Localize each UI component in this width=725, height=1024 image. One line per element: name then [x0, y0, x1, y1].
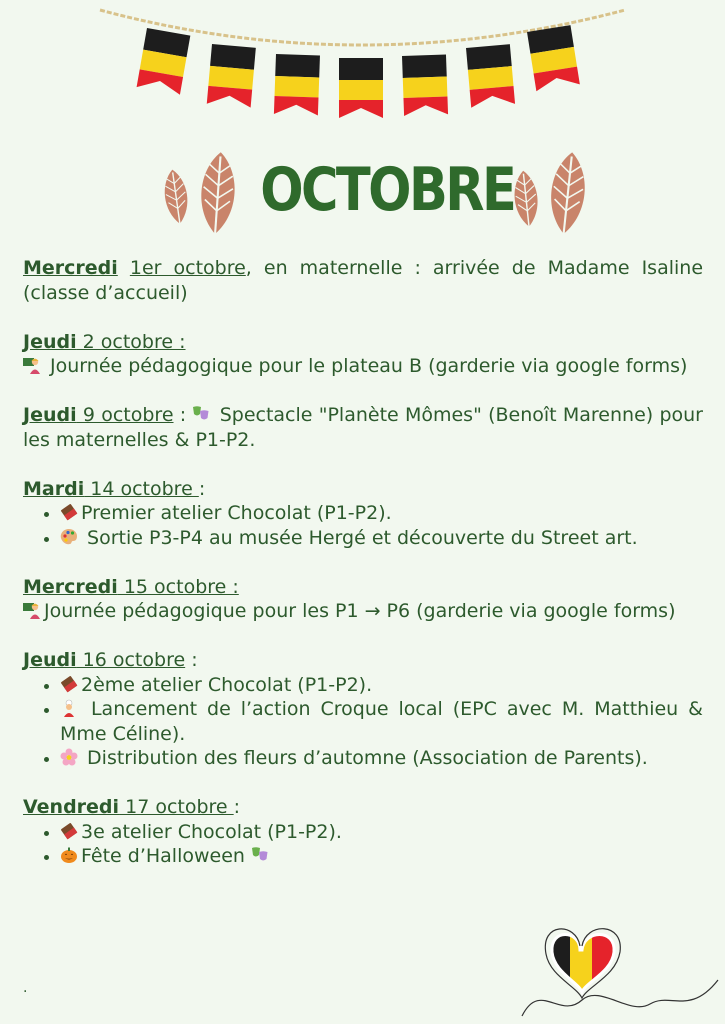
belgian-heart-decoration — [520, 920, 720, 1020]
cook-icon — [60, 698, 81, 720]
flag-2 — [207, 44, 256, 108]
event-bullet-list — [23, 820, 703, 869]
flag-4 — [339, 58, 383, 118]
event-heading — [23, 648, 703, 673]
event-text: : — [233, 796, 241, 818]
flag-5 — [402, 54, 448, 115]
belgian-flag-garland — [0, 0, 725, 130]
list-item — [60, 697, 703, 746]
event-detail — [23, 599, 703, 624]
event-block — [23, 256, 703, 305]
list-item — [60, 844, 703, 869]
list-item — [60, 673, 703, 698]
event-day: Mercredi — [23, 257, 118, 279]
chocolate-icon — [60, 821, 81, 843]
list-item-text: Sortie P3-P4 au musée Hergé et découverte du Street art. — [81, 526, 638, 549]
leaf-icon — [512, 170, 541, 231]
chocolate-icon — [60, 674, 81, 696]
leaf-icon — [547, 151, 589, 238]
event-day: Vendredi — [23, 796, 120, 818]
list-item-text: 2ème atelier Chocolat (P1-P2). — [81, 673, 373, 696]
event-paragraph — [23, 256, 703, 305]
event-paragraph — [23, 403, 703, 452]
palette-icon — [60, 527, 81, 549]
event-detail-text: Journée pédagogique pour les P1 → P6 (garderie via google forms) — [44, 600, 676, 622]
event-heading — [23, 795, 703, 820]
event-day: Jeudi — [23, 649, 77, 671]
event-heading — [23, 477, 703, 502]
event-bullet-list — [23, 501, 703, 550]
event-block — [23, 648, 703, 771]
flag-7 — [527, 25, 580, 91]
event-date: 15 octobre : — [117, 575, 239, 598]
event-block — [23, 575, 703, 624]
trailing-dot: . — [23, 980, 28, 996]
event-text: , en maternelle : arrivée de Madame Isaline (classe d’accueil) — [23, 257, 704, 304]
event-date: 17 octobre — [119, 796, 234, 818]
list-item-text: Lancement de l’action Croque local (EPC avec M. Matthieu & Mme Céline). — [60, 698, 703, 745]
list-item — [60, 820, 703, 845]
list-item-text: 3e atelier Chocolat (P1-P2). — [81, 820, 342, 843]
teacher-icon — [23, 600, 44, 622]
flag-6 — [466, 44, 515, 108]
theater-masks-icon — [251, 845, 272, 867]
event-block — [23, 795, 703, 869]
event-day: Mercredi — [23, 575, 118, 598]
event-text: Spectacle "Planète Mômes" (Benoît Marenne) pour les maternelles & P1-P2. — [23, 404, 703, 451]
pumpkin-icon — [60, 845, 81, 867]
event-day: Jeudi — [23, 330, 77, 353]
flag-3 — [274, 54, 320, 115]
theater-masks-icon — [192, 404, 213, 426]
event-detail — [23, 354, 703, 379]
event-block — [23, 330, 703, 379]
event-detail-text: Journée pédagogique pour le plateau B (garderie via google forms) — [44, 355, 688, 377]
event-text: : — [185, 649, 198, 671]
list-item — [60, 526, 703, 551]
list-item-text: Premier atelier Chocolat (P1-P2). — [81, 502, 392, 524]
event-date: 9 octobre — [76, 404, 174, 426]
leaf-icon — [161, 168, 191, 228]
event-heading — [23, 575, 703, 600]
page-title: OCTOBRE — [260, 155, 515, 225]
event-day: Mardi — [23, 477, 85, 500]
list-item — [60, 501, 703, 526]
event-date: 16 octobre — [76, 649, 186, 671]
event-day: Jeudi — [23, 404, 77, 426]
event-date: 14 octobre — [84, 477, 199, 500]
event-text: : — [198, 477, 206, 500]
event-heading — [23, 330, 703, 355]
event-block — [23, 477, 703, 551]
leaf-icon — [198, 151, 237, 238]
events-list — [23, 256, 703, 893]
event-text — [118, 257, 130, 279]
teacher-icon — [23, 355, 44, 377]
list-item-text: Distribution des fleurs d’automne (Association de Parents). — [81, 747, 648, 769]
event-text: : — [173, 404, 193, 426]
event-bullet-list — [23, 673, 703, 771]
list-item-text: Fête d’Halloween — [81, 845, 251, 867]
event-date: 2 octobre : — [76, 330, 186, 353]
flower-icon — [60, 747, 81, 769]
event-block — [23, 403, 703, 452]
flag-1 — [137, 28, 191, 95]
event-date: 1er octobre — [129, 257, 246, 279]
list-item — [60, 746, 703, 771]
chocolate-icon — [60, 502, 81, 524]
